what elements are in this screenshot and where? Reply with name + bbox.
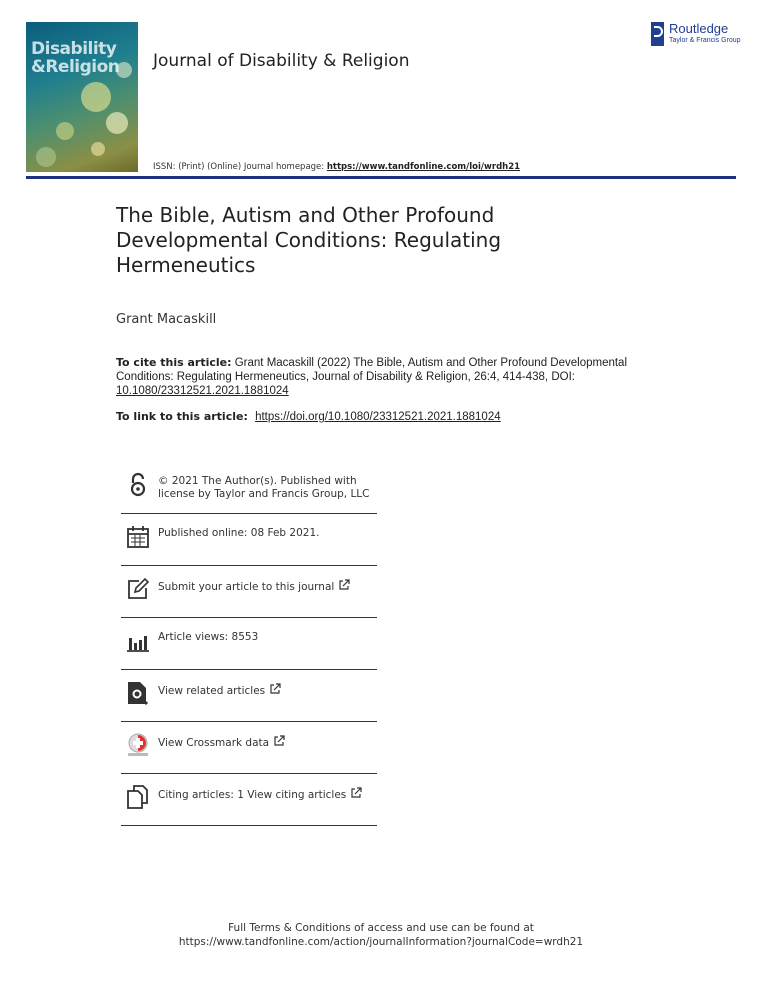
terms-link[interactable]: https://www.tandfonline.com/action/journalInformation?journalCode=wrdh21 xyxy=(178,936,584,948)
citing-articles-link[interactable]: Citing articles: 1 View citing articles xyxy=(158,787,373,802)
article-title: The Bible, Autism and Other Profound Developmental Conditions: Regulating Hermeneutics xyxy=(116,203,502,277)
open-access-icon xyxy=(125,472,151,498)
cover-title: Disability &Religion xyxy=(31,39,120,77)
header-divider xyxy=(26,176,736,179)
crossmark-icon xyxy=(125,732,151,758)
external-link-icon xyxy=(273,735,285,747)
citing-icon xyxy=(125,784,151,810)
search-doc-icon xyxy=(125,680,151,706)
bar-chart-icon xyxy=(125,628,151,654)
submit-article-link[interactable]: Submit your article to this journal xyxy=(158,579,373,594)
info-item-crossmark[interactable] xyxy=(121,722,377,774)
info-item-submit[interactable] xyxy=(121,566,377,618)
related-articles-link[interactable]: View related articles xyxy=(158,683,373,698)
terms-footer: Full Terms & Conditions of access and use can be found at https://www.tandfonline.com/action/journalInformation?journalCode=wrdh21 xyxy=(0,921,762,949)
article-link-row: To link to this article: https://doi.org/10.1080/23312521.2021.1881024 xyxy=(116,410,501,423)
info-item-published: Published online: 08 Feb 2021. xyxy=(121,514,377,566)
journal-homepage-link[interactable]: https://www.tandfonline.com/loi/wrdh21 xyxy=(326,162,521,172)
calendar-icon xyxy=(125,524,151,550)
info-item-views: Article views: 8553 xyxy=(121,618,377,670)
crossmark-link[interactable]: View Crossmark data xyxy=(158,735,373,750)
journal-name: Journal of Disability & Religion xyxy=(153,51,410,71)
article-doi-link[interactable]: https://doi.org/10.1080/23312521.2021.1881024 xyxy=(255,411,501,423)
routledge-mark-icon xyxy=(651,22,664,46)
routledge-logo: Routledge Taylor & Francis Group xyxy=(651,22,761,48)
info-item-license: © 2021 The Author(s). Published with license by Taylor and Francis Group, LLC xyxy=(121,462,377,514)
citation-block: To cite this article: Grant Macaskill (2022) The Bible, Autism and Other Profound Developmental Conditions: Regulating Hermeneutics, Journal of Disability & Religion, 26:4, 414-438, DOI: 10.1080/23312521.2021.1881024 xyxy=(116,356,628,397)
edit-icon xyxy=(125,576,151,602)
external-link-icon xyxy=(338,579,350,591)
external-link-icon xyxy=(350,787,362,799)
article-author: Grant Macaskill xyxy=(116,312,217,327)
external-link-icon xyxy=(269,683,281,695)
article-info-list xyxy=(121,462,377,826)
journal-cover-image xyxy=(26,22,138,172)
info-item-citing[interactable] xyxy=(121,774,377,826)
info-item-related[interactable] xyxy=(121,670,377,722)
issn-line: ISSN: (Print) (Online) Journal homepage: https://www.tandfonline.com/loi/wrdh21 xyxy=(153,162,521,172)
citation-doi-link[interactable]: 10.1080/23312521.2021.1881024 xyxy=(116,385,289,397)
